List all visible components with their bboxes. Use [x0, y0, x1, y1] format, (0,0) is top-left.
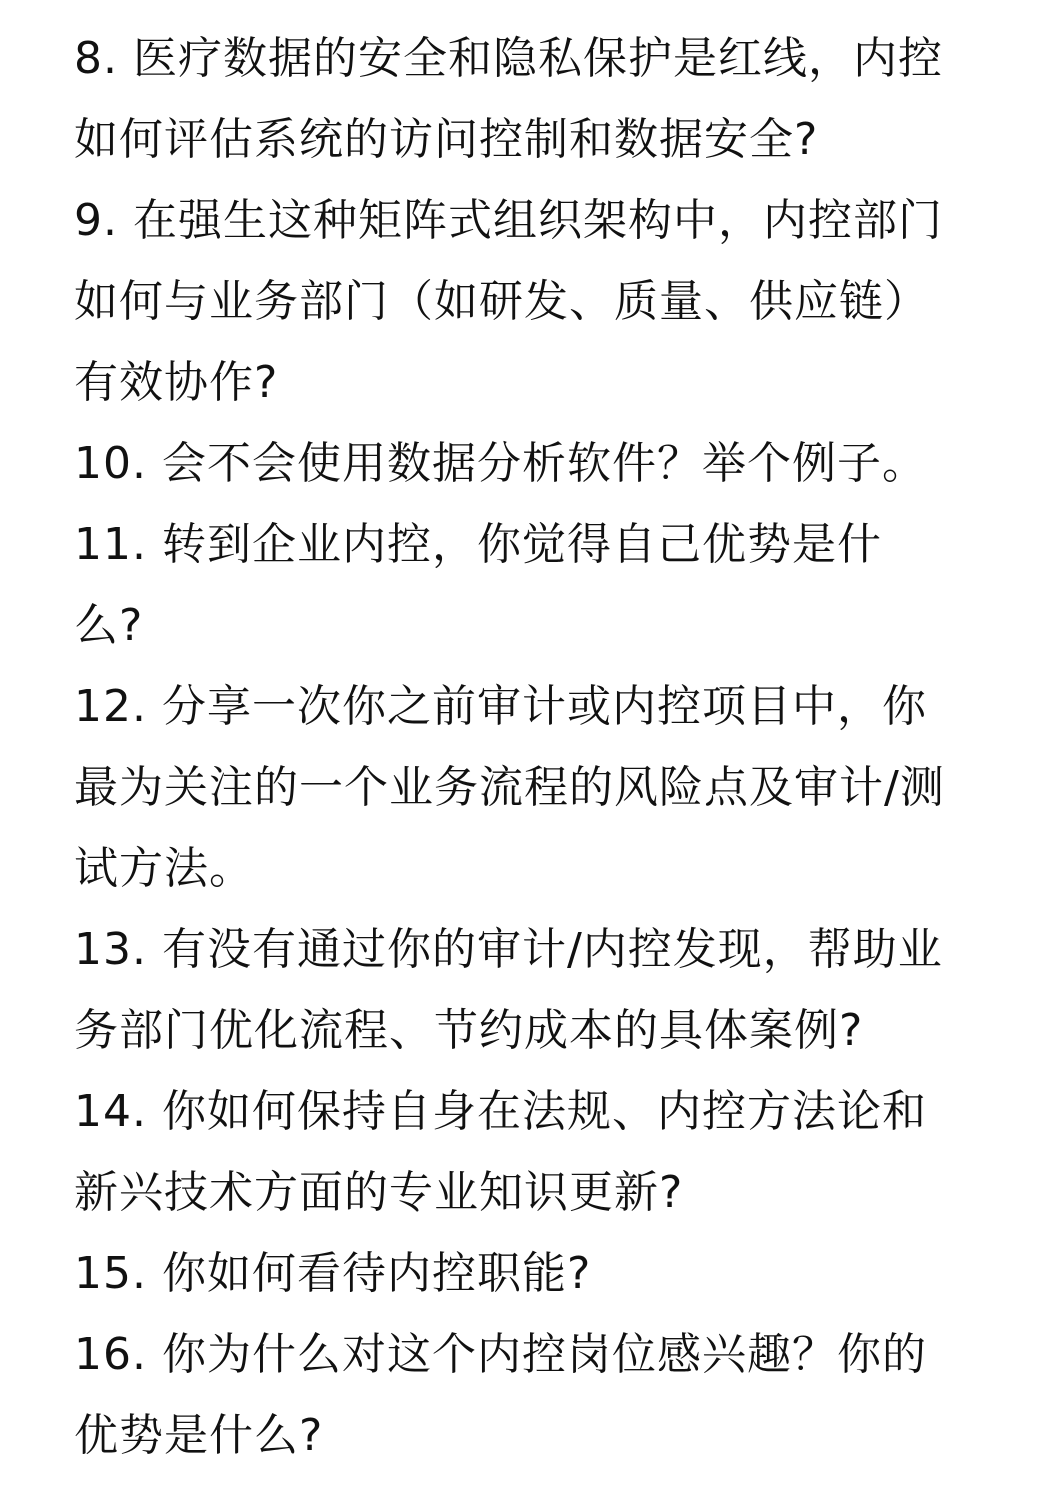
question-list: [74, 18, 1004, 1476]
text-line: 优势是什么?: [74, 1410, 324, 1461]
text-line: 最为关注的一个业务流程的风险点及审计/测: [74, 762, 945, 813]
text-line: 12. 分享一次你之前审计或内控项目中，你: [74, 681, 927, 732]
text-line: 如何评估系统的访问控制和数据安全?: [74, 114, 819, 165]
text-line: 新兴技术方面的专业知识更新?: [74, 1167, 684, 1218]
text-line: 8. 医疗数据的安全和隐私保护是红线，内控: [74, 33, 943, 84]
text-line: 11. 转到企业内控，你觉得自己优势是什: [74, 519, 882, 570]
text-line: 么?: [74, 600, 144, 651]
text-line: 试方法。: [74, 843, 254, 894]
text-line: 13. 有没有通过你的审计/内控发现，帮助业: [74, 924, 943, 975]
text-line: 有效协作?: [74, 357, 279, 408]
text-line: 如何与业务部门（如研发、质量、供应链）: [74, 276, 929, 327]
text-line: 务部门优化流程、节约成本的具体案例?: [74, 1005, 864, 1056]
text-line: 9. 在强生这种矩阵式组织架构中，内控部门: [74, 195, 943, 246]
text-line: 16. 你为什么对这个内控岗位感兴趣？你的: [74, 1329, 927, 1380]
text-line: 15. 你如何看待内控职能?: [74, 1248, 592, 1299]
text-line: 10. 会不会使用数据分析软件？举个例子。: [74, 438, 927, 489]
text-line: 14. 你如何保持自身在法规、内控方法论和: [74, 1086, 927, 1137]
